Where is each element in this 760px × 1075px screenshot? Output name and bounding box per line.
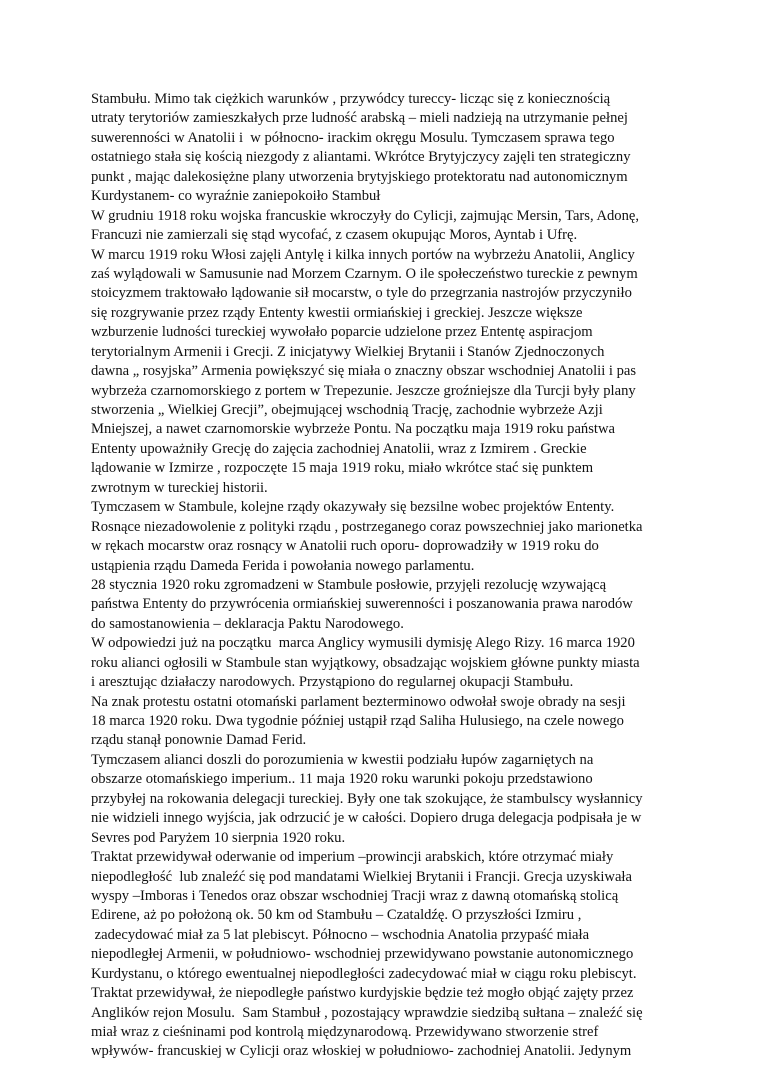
text-line: się rozgrywanie przez rządy Ententy kwestii ormiańskiej i greckiej. Jeszcze większe	[91, 304, 583, 321]
text-line: niepodległość lub znaleźć się pod mandatami Wielkiej Brytanii i Francji. Grecja uzyskiwała	[91, 868, 632, 885]
text-line: Francuzi nie zamierzali się stąd wycofać, z czasem okupując Moros, Ayntab i Ufrę.	[91, 227, 578, 244]
text-line: miał wraz z cieśninami pod kontrolą międzynarodową. Przewidywano stworzenie stref	[91, 1024, 599, 1040]
text-line: Traktat przewidywał, że niepodległe państwo kurdyjskie będzie też mogło objąć zajęty przez	[91, 985, 634, 1002]
text-line: i aresztując działaczy narodowych. Przystąpiono do regularnej okupacji Stambułu.	[91, 674, 574, 691]
text-line: W marcu 1919 roku Włosi zajęli Antylę i kilka innych portów na wybrzeżu Anatolii, Anglicy	[91, 246, 635, 263]
text-line: zwrotnym w tureckiej historii.	[91, 479, 268, 496]
text-line: zaś wylądowali w Samusunie nad Morzem Czarnym. O ile społeczeństwo tureckie z pewnym	[91, 265, 638, 282]
text-line: Mniejszej, a nawet czarnomorskie wybrzeże Pontu. Na początku maja 1919 roku państwa	[91, 421, 615, 438]
document-body	[91, 90, 691, 1062]
text-line: W odpowiedzi już na początku marca Anglicy wymusili dymisję Alego Rizy. 16 marca 1920	[91, 635, 635, 652]
text-line: lądowanie w Izmirze , rozpoczęte 15 maja 1919 roku, miało wkrótce stać się punktem	[91, 460, 594, 477]
text-line: wzburzenie ludności tureckiej wywołało poparcie udzielone przez Ententę aspiracjom	[91, 324, 593, 341]
text-line: utraty terytoriów zamieszkałych prze ludność arabską – mieli nadzieją na utrzymanie pełnej	[91, 110, 628, 127]
text-line: Tymczasem w Stambule, kolejne rządy okazywały się bezsilne wobec projektów Ententy.	[91, 499, 615, 516]
text-line: stworzenia „ Wielkiej Grecji”, obejmującej wschodnią Trację, zachodnie wybrzeże Azji	[91, 402, 603, 418]
text-line: niepodległej Armenii, w południowo- wschodniej przewidywano powstanie autonomicznego	[91, 946, 634, 963]
text-line: nie widzieli innego wyjścia, jak odrzucić je w całości. Dopiero druga delegacja podpisała je w	[91, 810, 642, 827]
text-line: Sevres pod Paryżem 10 sierpnia 1920 roku.	[91, 829, 346, 846]
text-line: Rosnące niezadowolenie z polityki rządu , postrzeganego coraz powszechniej jako marionetka	[91, 518, 643, 535]
text-line: w rękach mocarstw oraz rosnący w Anatolii ruch oporu- doprowadziły w 1919 roku do	[91, 538, 599, 555]
text-line: dawna „ rosyjska” Armenia powiększyć się miała o znaczny obszar wschodniej Anatolii i pas	[91, 363, 637, 380]
text-line: wyspy –Imboras i Tenedos oraz obszar wschodniej Tracji wraz z dawną otomańską stolicą	[91, 887, 619, 904]
text-line: Kurdystanu, o którego ewentualnej niepodległości zadecydować miał w ciągu roku plebiscyt.	[91, 965, 637, 982]
text-line: Tymczasem alianci doszli do porozumienia w kwestii podziału łupów zagarniętych na	[91, 751, 594, 768]
text-line: zadecydować miał za 5 lat plebiscyt. Północno – wschodnia Anatolia przypaść miała	[91, 926, 590, 943]
text-line: ustąpienia rządu Dameda Ferida i powołania nowego parlamentu.	[91, 557, 475, 574]
text-line: Ententy upoważniły Grecję do zajęcia zachodniej Anatolii, wraz z Izmirem . Greckie	[91, 440, 587, 457]
text-line: ostatniego stała się kością niezgody z aliantami. Wkrótce Brytyjczycy zajęli ten strategiczny	[91, 149, 631, 166]
text-line: Edirene, aż po położoną ok. 50 km od Stambułu – Czataldźę. O przyszłości Izmiru ,	[91, 907, 582, 924]
text-line: obszarze otomańskiego imperium.. 11 maja 1920 roku warunki pokoju przedstawiono	[91, 771, 593, 788]
text-line: przybyłej na rokowania delegacji tureckiej. Były one tak szokujące, że stambulscy wysłannicy	[91, 790, 643, 807]
text-line: punkt , mając dalekosiężne plany utworzenia brytyjskiego protektoratu nad autonomicznym	[91, 168, 628, 185]
text-line: stoicyzmem traktowało lądowanie sił mocarstw, o tyle do przegrzania nastrojów przyczyniło	[91, 285, 632, 302]
text-line: rządu stanął ponownie Damad Ferid.	[91, 732, 307, 749]
text-line: wybrzeża czarnomorskiego z portem w Trepezunie. Jeszcze groźniejsze dla Turcji były plany	[91, 382, 636, 399]
text-line: Anglików rejon Mosulu. Sam Stambuł , pozostający wprawdzie siedzibą sułtana – znaleźć się	[91, 1004, 643, 1021]
text-line: Traktat przewidywał oderwanie od imperium –prowincji arabskich, które otrzymać miały	[91, 849, 614, 866]
text-line: roku alianci ogłosili w Stambule stan wyjątkowy, obsadzając wojskiem główne punkty miasta	[91, 654, 640, 671]
text-line: suwerenności w Anatolii i w północno- irackim okręgu Mosulu. Tymczasem sprawa tego	[91, 129, 615, 146]
text-line: terytorialnym Armenii i Grecji. Z inicjatywy Wielkiej Brytanii i Stanów Zjednoczonych	[91, 343, 605, 360]
text-line: wpływów- francuskiej w Cylicji oraz włoskiej w południowo- zachodniej Anatolii. Jedynym	[91, 1043, 632, 1060]
text-line: 18 marca 1920 roku. Dwa tygodnie później ustąpił rząd Saliha Hulusiego, na czele nowego	[91, 713, 624, 729]
text-line: państwa Ententy do przywrócenia ormiańskiej suwerenności i poszanowania prawa narodów	[91, 596, 633, 613]
text-line: Na znak protestu ostatni otomański parlament bezterminowo odwołał swoje obrady na sesji	[91, 693, 626, 710]
text-line: Stambułu. Mimo tak ciężkich warunków , przywódcy tureccy- licząc się z koniecznością	[91, 91, 611, 107]
text-line: Kurdystanem- co wyraźnie zaniepokoiło Stambuł	[91, 188, 381, 205]
text-line: 28 stycznia 1920 roku zgromadzeni w Stambule posłowie, przyjęli rezolucję wzywającą	[91, 576, 607, 593]
text-line: do samostanowienia – deklaracja Paktu Narodowego.	[91, 615, 404, 632]
text-line: W grudniu 1918 roku wojska francuskie wkroczyły do Cylicji, zajmując Mersin, Tars, Adonę,	[91, 207, 640, 224]
